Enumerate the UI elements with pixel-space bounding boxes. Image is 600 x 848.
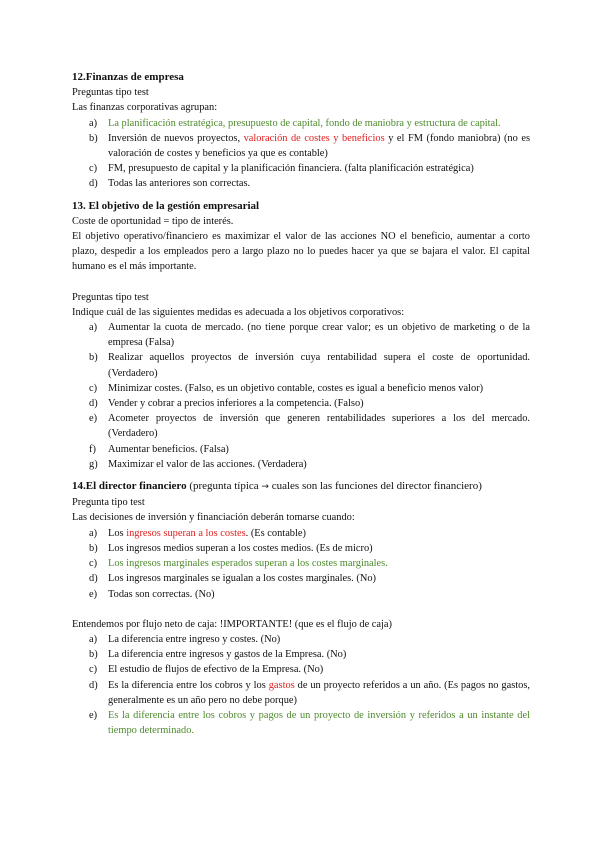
option-text: FM, presupuesto de capital y la planificación financiera. (falta planificación estratégica) [108,163,474,175]
answer-list [72,320,530,472]
option-marker: g) [89,458,98,470]
option-marker: c) [89,558,98,570]
note-line: Coste de oportunidad = tipo de interés. [72,215,234,227]
option-marker: b) [89,132,98,144]
title-note: (pregunta típica [186,480,262,493]
answer-list [72,632,530,738]
answer-option [72,571,530,586]
option-text: Acometer proyectos de inversión que generen rentabilidades superiores a los del mercado. (Verdadero) [108,413,530,440]
option-marker: d) [89,178,98,190]
option-text: La diferencia entre ingreso y costes. (No) [108,633,281,645]
option-marker: c) [89,664,98,676]
answer-option [72,396,530,411]
option-text: Aumentar beneficios. (Falsa) [108,443,229,455]
section-number: 12. [72,71,86,83]
option-marker: e) [89,588,98,600]
answer-option [72,411,530,441]
section-title: El objetivo de la gestión empresarial [88,199,260,212]
answer-option [72,131,530,161]
option-marker: d) [89,679,98,691]
answer-option [72,556,530,571]
correct-answer-text: Es la diferencia entre los cobros y pagos de un proyecto de inversión y referidos a un instante del tiempo determinado. [108,709,530,737]
option-text: y el FM (fondo maniobra) (no es valoración de costes y beneficios ya que es contable) [108,132,530,160]
option-text: Todas son correctas. (No) [108,588,215,600]
answer-option [72,161,530,176]
note-paragraph: El objetivo operativo/financiero es maximizar el valor de las acciones NO el beneficio, aumentar a corto plazo, despedir a los empleados pero a largo plazo no lo puedes hacer ya que se bajara el valor. El capital humano es el más importante. [72,231,530,273]
option-text: Es la diferencia entre los cobros y los [108,679,269,691]
option-text: El estudio de flujos de efectivo de la Empresa. (No) [108,664,324,676]
option-text: Aumentar la cuota de mercado. (no tiene porque crear valor; es un objetivo de marketing o de la empresa (Falsa) [108,322,530,349]
answer-option [72,381,530,396]
answer-option [72,662,530,677]
option-marker: a) [89,633,98,645]
answer-option [72,678,530,708]
option-marker: a) [89,527,98,539]
option-marker: a) [89,117,98,129]
option-marker: e) [89,413,98,425]
option-marker: b) [89,542,98,554]
option-marker: b) [89,649,98,661]
answer-option [72,176,530,191]
option-marker: b) [89,352,98,364]
option-text: Realizar aquellos proyectos de inversión cuya rentabilidad supera el coste de oportunidad. (Verdadero) [108,352,530,379]
highlighted-text: ingresos superan a los costes [126,527,246,539]
question-intro: Las decisiones de inversión y financiación deberán tomarse cuando: [72,512,355,524]
correct-answer-text: Los ingresos marginales esperados superan a los costes marginales. [108,558,388,570]
option-text: de un proyecto referidos a un año. (Es pagos no gastos, generalmente es un año pero no debe porque) [108,679,530,706]
correct-answer-text: La planificación estratégica, presupuesto de capital, fondo de maniobra y estructura de capital. [108,117,501,129]
option-text: Los [108,527,127,539]
answer-list [72,116,530,192]
option-text: Minimizar costes. (Falso, es un objetivo contable, costes es igual a beneficio menos valor) [108,382,484,394]
answer-option [72,442,530,457]
highlighted-text: gastos [268,679,295,691]
section-number: 13. [72,199,86,212]
section-14-heading [72,479,530,495]
answer-option [72,350,530,380]
option-text: Maximizar el valor de las acciones. (Verdadera) [108,458,307,470]
question-intro: Entendemos por flujo neto de caja: !IMPORTANTE! (que es el flujo de caja) [72,618,392,630]
option-marker: c) [89,382,98,394]
question-intro: Indique cuál de las siguientes medidas es adecuada a los objetivos corporativos: [72,306,405,318]
section-title: El director financiero [85,480,187,493]
answer-option [72,541,530,556]
title-note: cuales son las funciones del director financiero) [268,480,482,493]
option-marker: c) [89,163,98,175]
option-text: Todas las anteriores son correctas. [108,178,251,190]
answer-option [72,708,530,738]
section-13-heading [72,199,530,214]
option-text: Inversión de nuevos proyectos, [108,132,244,144]
section-number: 14. [72,480,86,493]
subheading: Preguntas tipo test [72,87,149,99]
option-text: Los ingresos medios superan a los costes medios. (Es de micro) [108,542,373,554]
option-marker: a) [89,322,98,334]
subheading: Pregunta tipo test [72,497,145,509]
option-text: La diferencia entre ingresos y gastos de la Empresa. (No) [108,649,347,661]
highlighted-text: valoración de costes y beneficios [243,132,385,144]
option-marker: e) [89,709,98,721]
answer-list [72,526,530,602]
subheading: Preguntas tipo test [72,291,149,303]
option-marker: d) [89,573,98,585]
option-text: Los ingresos marginales se igualan a los costes marginales. (No) [108,573,376,585]
answer-option [72,632,530,647]
answer-option [72,647,530,662]
section-title: Finanzas de empresa [85,71,184,83]
option-text: Vender y cobrar a precios inferiores a la competencia. (Falso) [108,398,364,410]
answer-option [72,526,530,541]
answer-option [72,320,530,350]
option-marker: f) [89,443,96,455]
question-intro: Las finanzas corporativas agrupan: [72,102,218,114]
answer-option [72,587,530,602]
answer-option [72,457,530,472]
option-marker: d) [89,398,98,410]
arrow-icon: → [261,482,269,493]
answer-option [72,116,530,131]
option-text: . (Es contable) [245,527,306,539]
section-12-heading [72,70,530,85]
